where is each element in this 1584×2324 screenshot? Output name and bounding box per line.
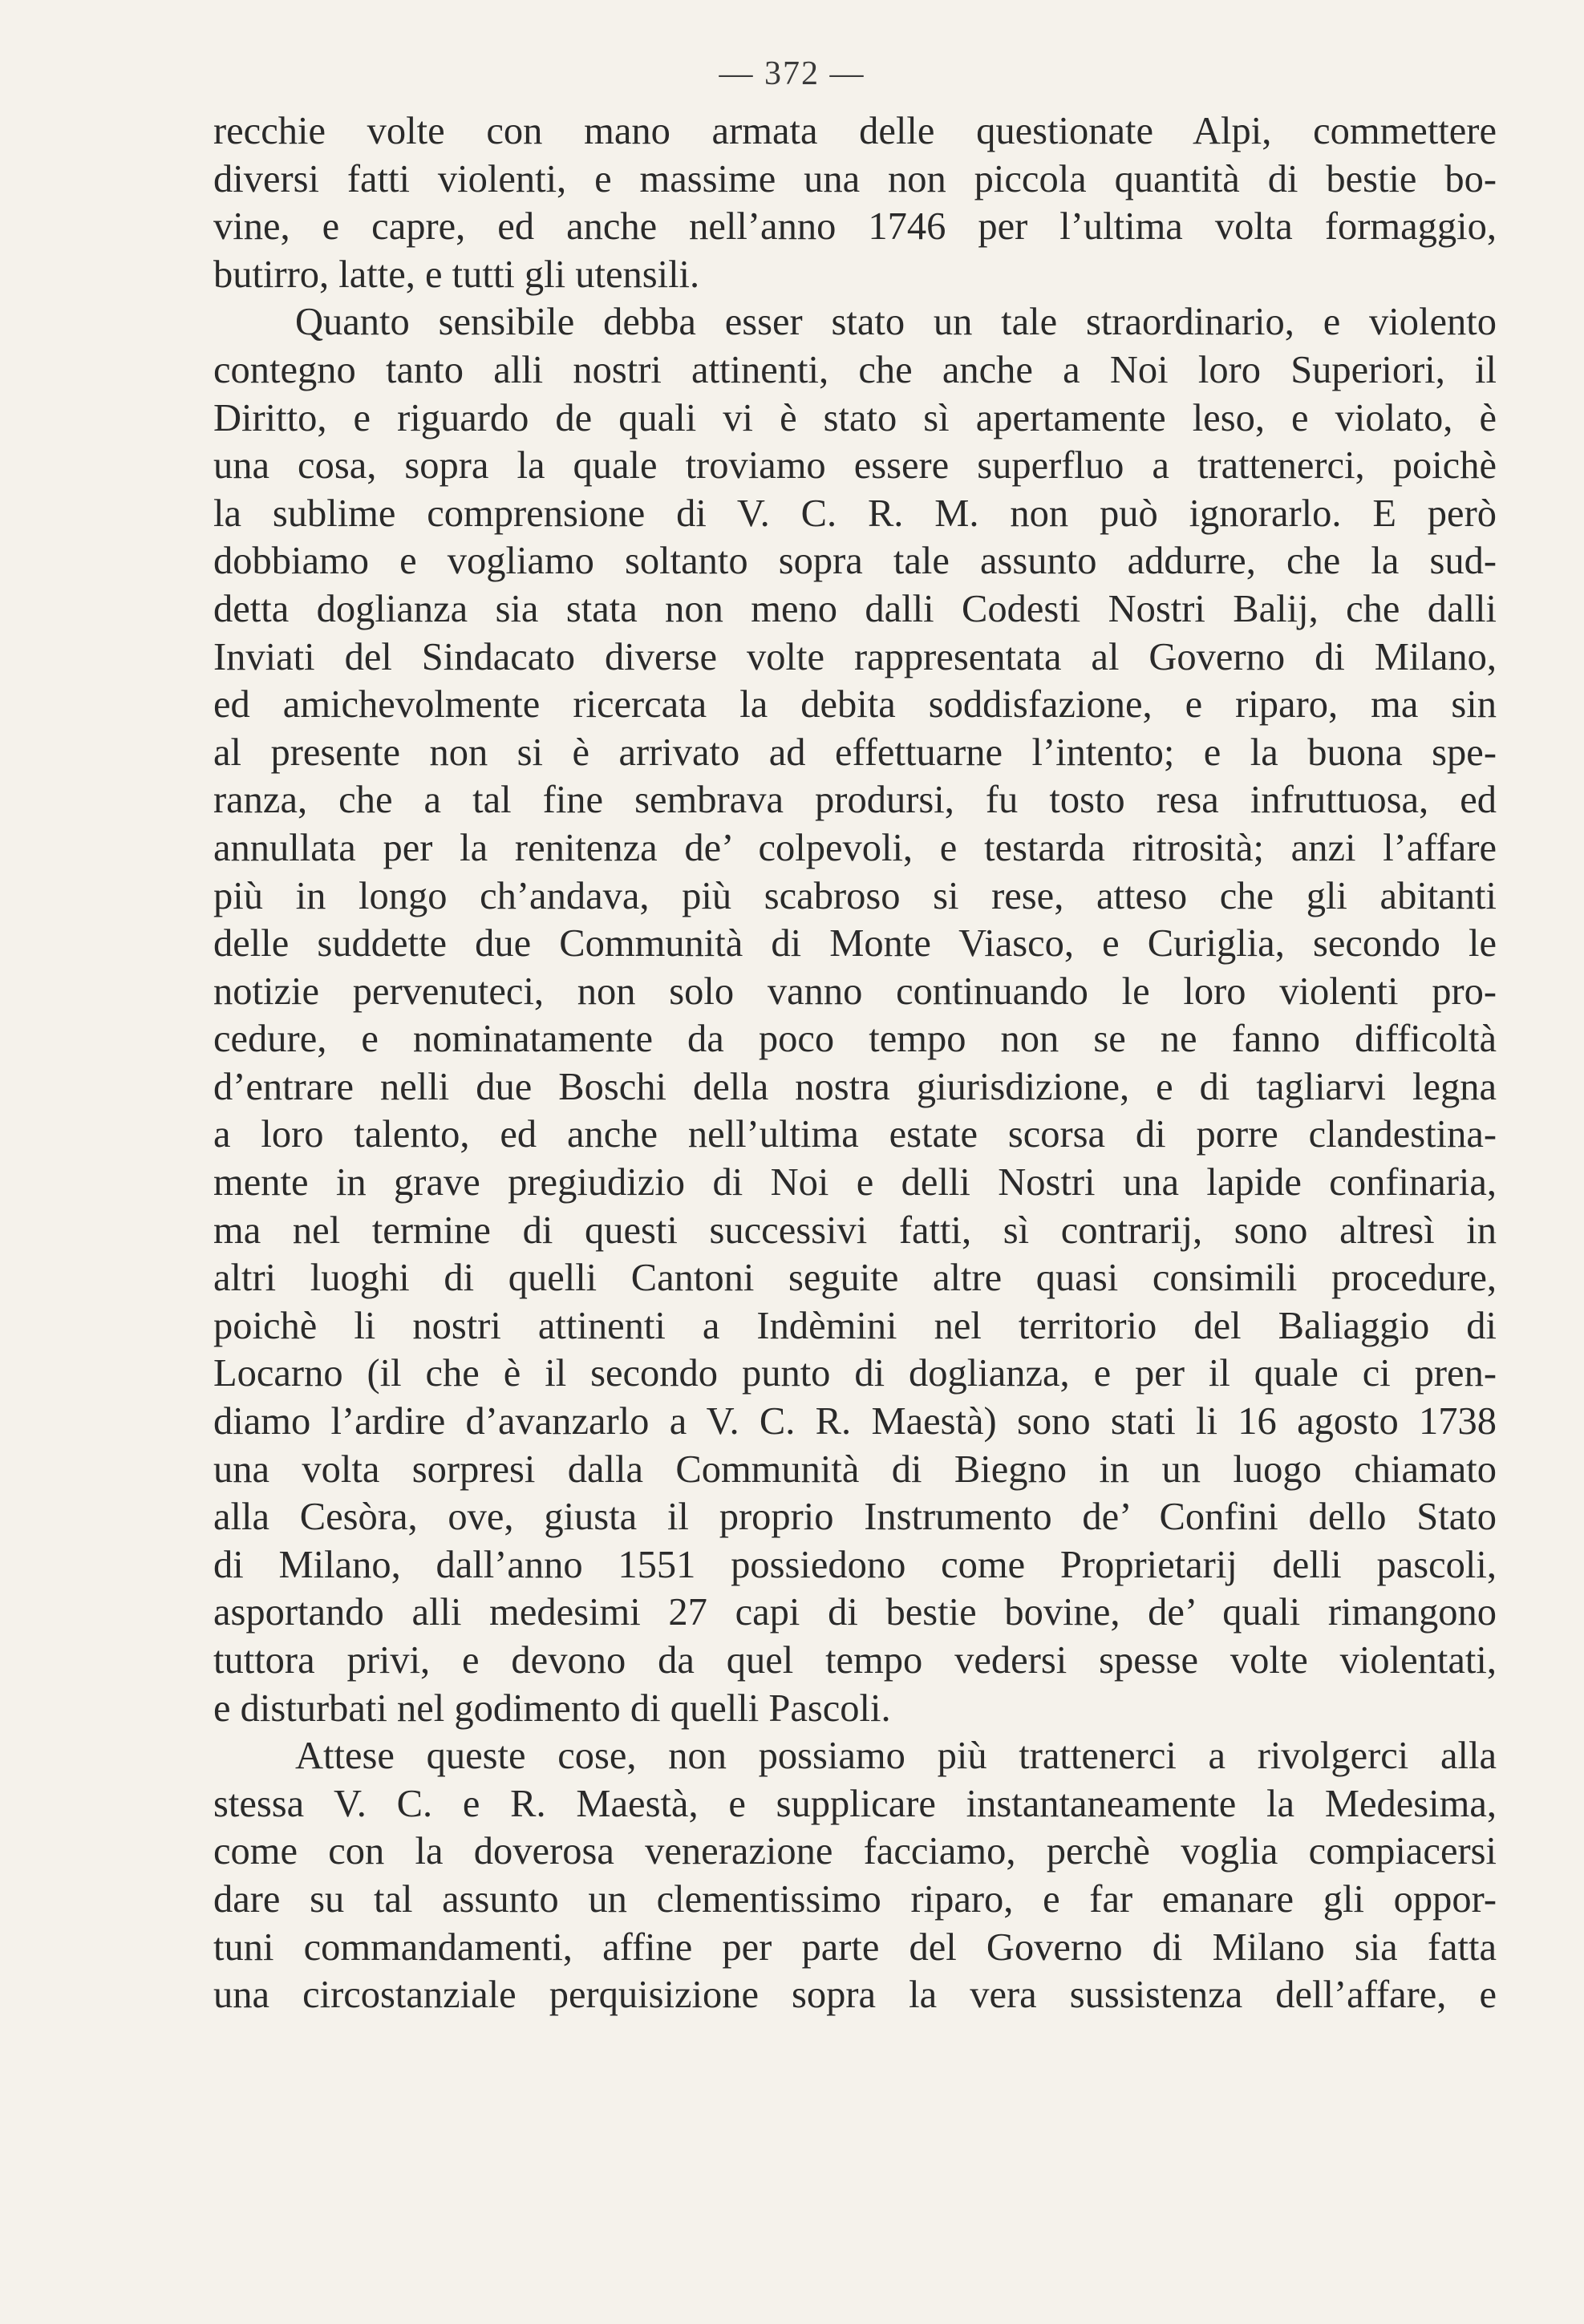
- text-line: contegno tanto alli nostri attinenti, che anche a Noi loro Superiori, il: [213, 348, 1497, 391]
- text-line: Diritto, e riguardo de quali vi è stato sì apertamente leso, e violato, è: [213, 396, 1497, 439]
- text-line: altri luoghi di quelli Cantoni seguite altre quasi consimili procedure,: [213, 1257, 1497, 1300]
- text-line: annullata per la renitenza de’ colpevoli, e testarda ritrosità; anzi l’affare: [213, 826, 1497, 869]
- text-line: di Milano, dall’anno 1551 possiedono come Proprietarij delli pascoli,: [213, 1543, 1497, 1586]
- text-line: asportando alli medesimi 27 capi di bestie bovine, de’ quali rimangono: [213, 1591, 1497, 1634]
- text-line: vine, e capre, ed anche nell’anno 1746 per l’ultima volta formaggio,: [213, 205, 1497, 249]
- text-line: delle suddette due Communità di Monte Viasco, e Curiglia, secondo le: [213, 922, 1497, 966]
- text-line: Inviati del Sindacato diverse volte rappresentata al Governo di Milano,: [213, 635, 1497, 678]
- text-line: mente in grave pregiudizio di Noi e delli Nostri una lapide confinaria,: [213, 1161, 1497, 1205]
- text-line: ma nel termine di questi successivi fatti, sì contrarij, sono altresì in: [213, 1209, 1497, 1252]
- text-line: butirro, latte, e tutti gli utensili.: [213, 253, 700, 296]
- text-line: più in longo ch’andava, più scabroso si rese, atteso che gli abitanti: [213, 874, 1497, 917]
- text-line: detta doglianza sia stata non meno dalli Codesti Nostri Balij, che dalli: [213, 587, 1497, 630]
- body-text: [213, 107, 1497, 2019]
- text-line: poichè li nostri attinenti a Indèmini nel territorio del Baliaggio di: [213, 1304, 1497, 1347]
- text-line: tuttora privi, e devono da quel tempo vedersi spesse volte violentati,: [213, 1639, 1497, 1682]
- text-line: recchie volte con mano armata delle questionate Alpi, commettere: [213, 110, 1497, 152]
- text-line: dare su tal assunto un clementissimo riparo, e far emanare gli oppor-: [213, 1877, 1497, 1921]
- text-line: una volta sorpresi dalla Communità di Biegno in un luogo chiamato: [213, 1447, 1497, 1491]
- text-line: la sublime comprensione di V. C. R. M. non può ignorarlo. E però: [213, 492, 1497, 535]
- text-line: stessa V. C. e R. Maestà, e supplicare instantaneamente la Medesima,: [213, 1782, 1497, 1825]
- text-line: e disturbati nel godimento di quelli Pascoli.: [213, 1686, 891, 1730]
- text-line: come con la doverosa venerazione facciamo, perchè voglia compiacersi: [213, 1830, 1497, 1873]
- text-line: notizie pervenuteci, non solo vanno continuando le loro violenti pro-: [213, 970, 1497, 1013]
- text-line: una circostanziale perquisizione sopra la vera sussistenza dell’affare, e: [213, 1974, 1497, 2017]
- text-line: a loro talento, ed anche nell’ultima estate scorsa di porre clandestina-: [213, 1113, 1497, 1156]
- page-number: — 372 —: [719, 55, 865, 92]
- text-line: diamo l’ardire d’avanzarlo a V. C. R. Maestà) sono stati li 16 agosto 1738: [213, 1400, 1497, 1443]
- text-line: una cosa, sopra la quale troviamo essere superfluo a trattenerci, poichè: [213, 444, 1497, 488]
- text-line: cedure, e nominatamente da poco tempo non se ne fanno difficoltà: [213, 1018, 1497, 1061]
- text-line: Attese queste cose, non possiamo più trattenerci a rivolgerci alla: [295, 1735, 1497, 1778]
- text-line: diversi fatti violenti, e massime una non piccola quantità di bestie bo-: [213, 157, 1497, 200]
- text-line: Quanto sensibile debba esser stato un tale straordinario, e violento: [295, 301, 1497, 344]
- text-line: ed amichevolmente ricercata la debita soddisfazione, e riparo, ma sin: [213, 683, 1497, 727]
- text-line: d’entrare nelli due Boschi della nostra giurisdizione, e di tagliarvi legna: [213, 1065, 1497, 1108]
- text-line: ranza, che a tal fine sembrava prodursi, fu tosto resa infruttuosa, ed: [213, 779, 1497, 822]
- text-line: alla Cesòra, ove, giusta il proprio Instrumento de’ Confini dello Stato: [213, 1496, 1497, 1539]
- text-line: tuni commandamenti, affine per parte del Governo di Milano sia fatta: [213, 1925, 1497, 1969]
- text-line: Locarno (il che è il secondo punto di doglianza, e per il quale ci pren-: [213, 1352, 1497, 1395]
- text-line: dobbiamo e vogliamo soltanto sopra tale assunto addurre, che la sud-: [213, 540, 1497, 583]
- text-line: al presente non si è arrivato ad effettuarne l’intento; e la buona spe-: [213, 731, 1497, 774]
